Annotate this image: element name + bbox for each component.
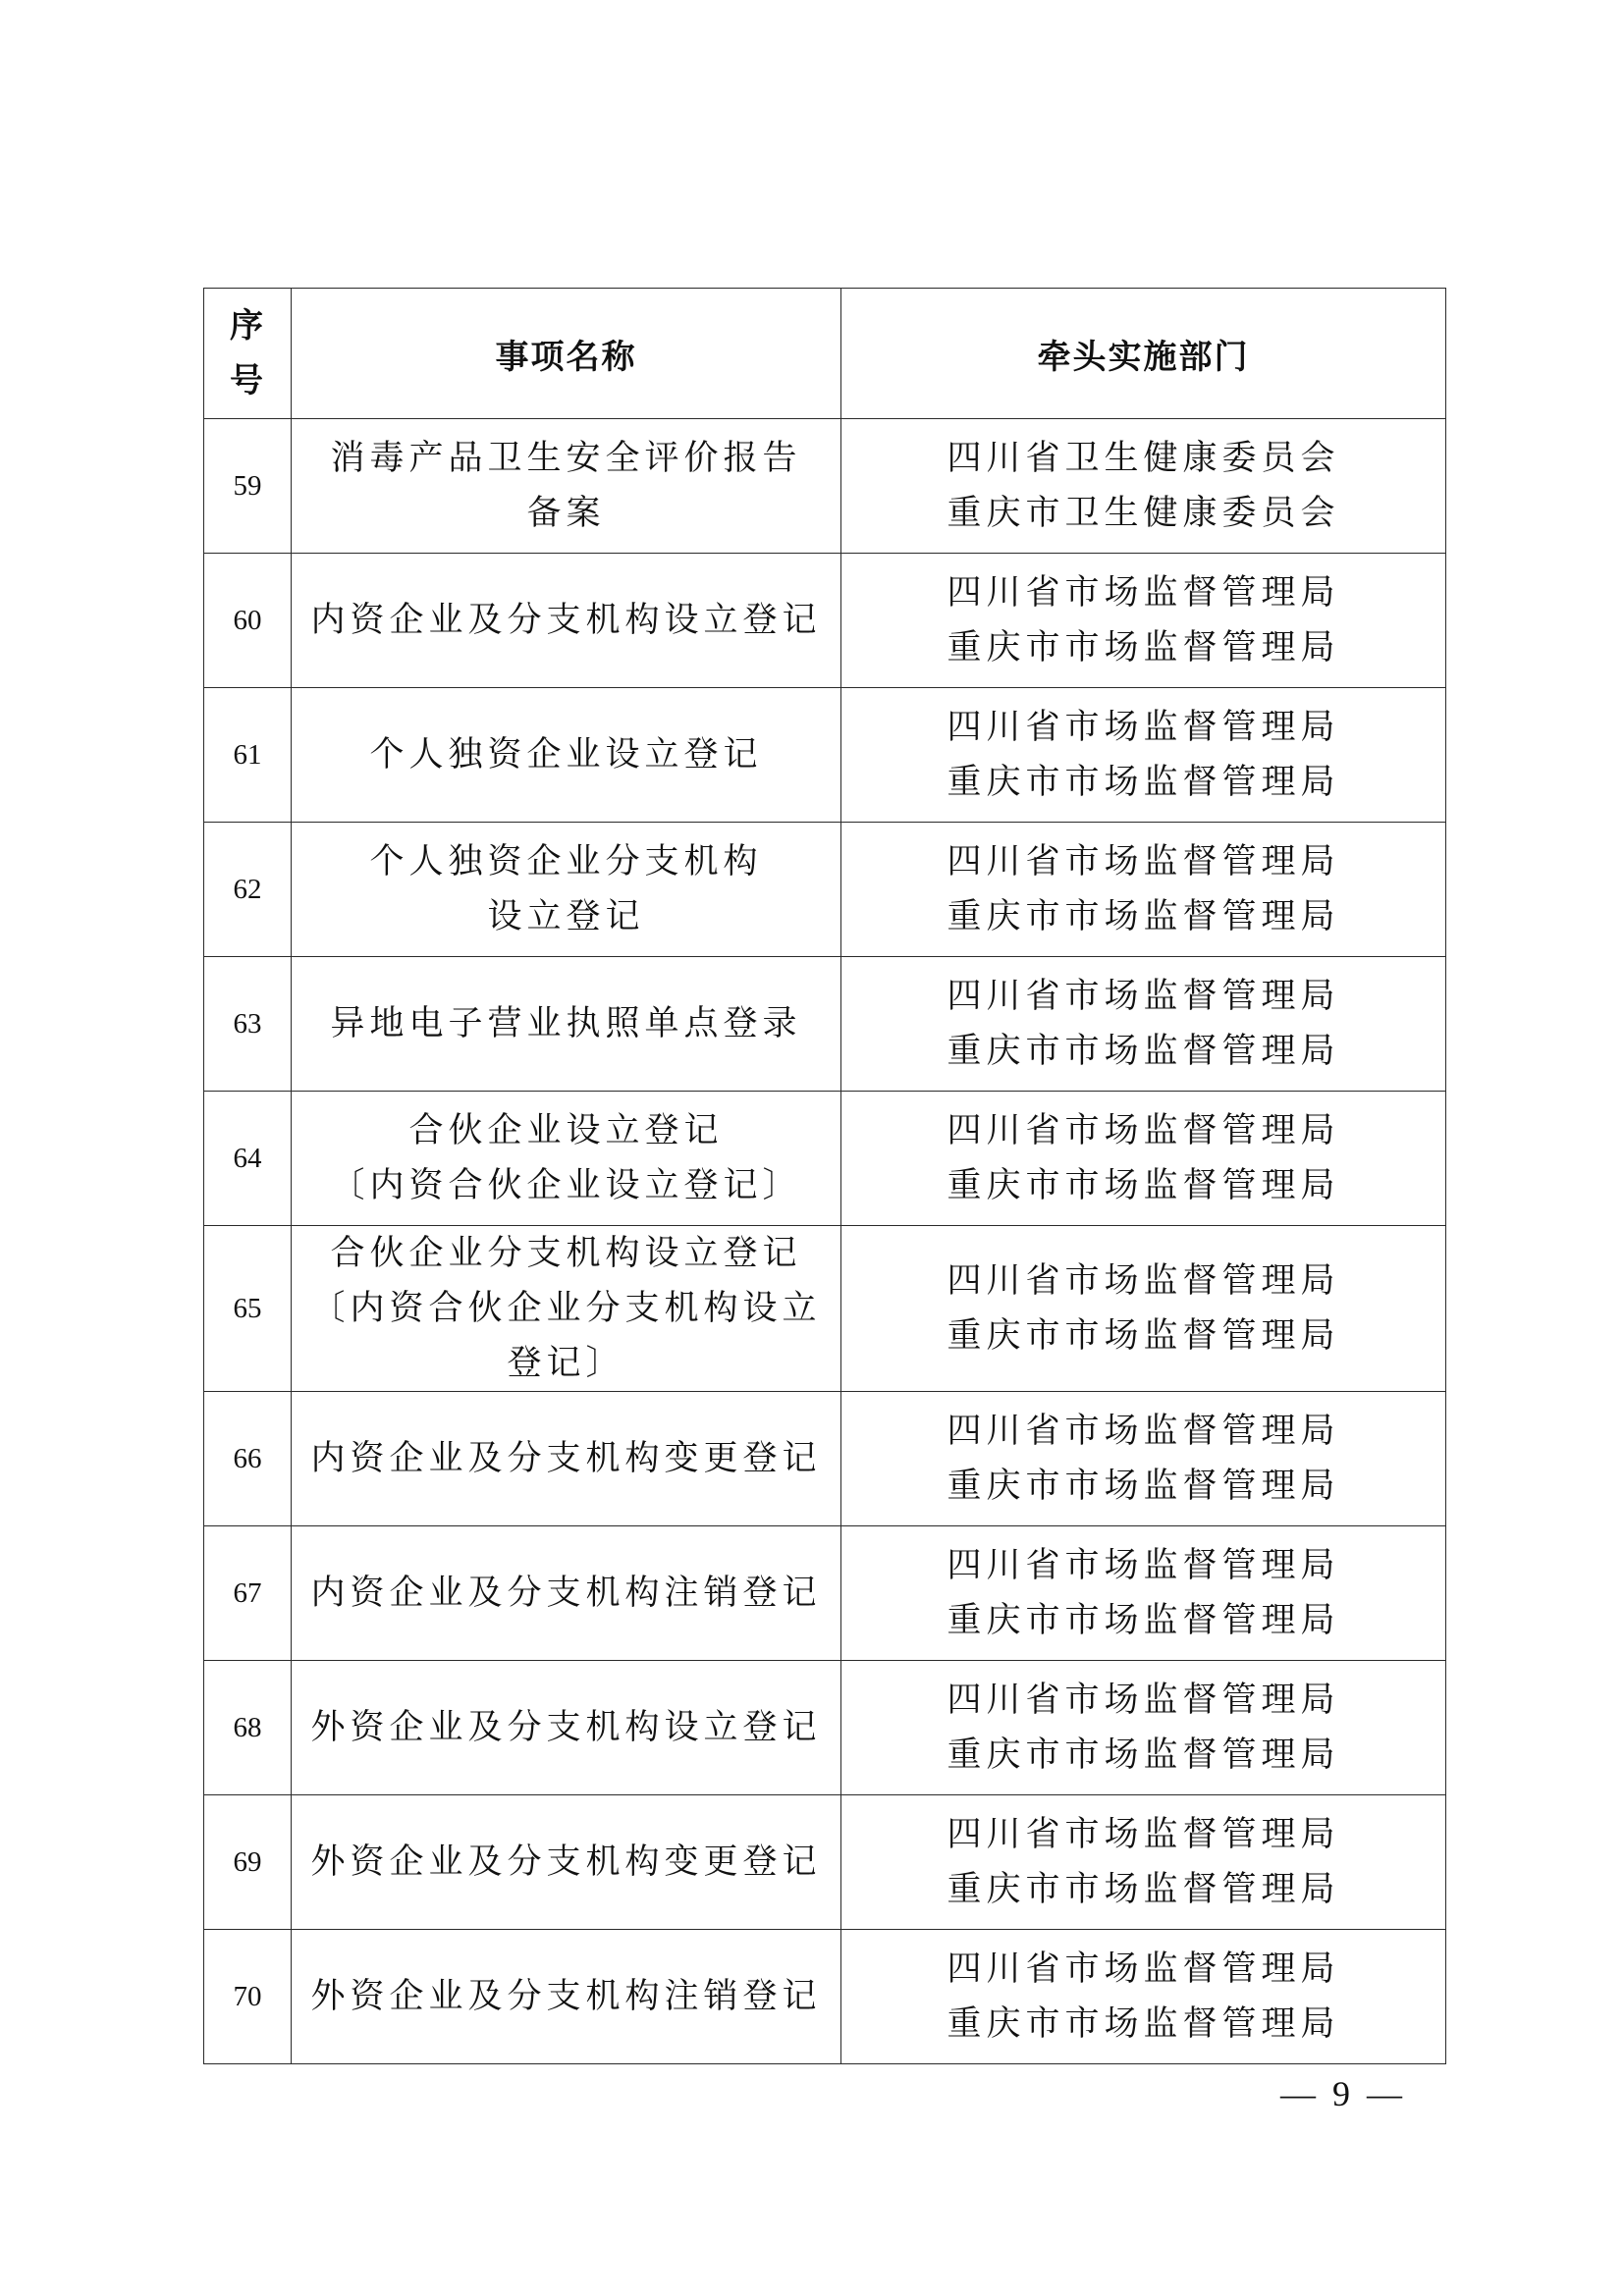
department-line: 四川省市场监督管理局 (947, 708, 1340, 747)
item-name-line: 〔内资合伙企业分支机构设立 (310, 1289, 822, 1328)
lead-department-cell (841, 688, 1446, 823)
table-row (204, 1661, 1446, 1795)
serial-number-cell: 69 (204, 1795, 292, 1930)
department-line: 重庆市市场监督管理局 (947, 897, 1340, 936)
department-line: 重庆市市场监督管理局 (947, 1735, 1340, 1775)
department-line: 四川省市场监督管理局 (947, 842, 1340, 881)
item-name-line: 合伙企业设立登记 (408, 1111, 724, 1150)
department-line: 四川省市场监督管理局 (947, 573, 1340, 613)
lead-department-cell (841, 957, 1446, 1092)
lead-department-cell (841, 823, 1446, 957)
table-row (204, 1526, 1446, 1661)
item-name-cell (292, 957, 841, 1092)
serial-number-cell: 59 (204, 419, 292, 554)
lead-department-cell (841, 554, 1446, 688)
lead-department-cell (841, 1526, 1446, 1661)
serial-number-cell: 64 (204, 1092, 292, 1226)
table-row (204, 823, 1446, 957)
table-row (204, 957, 1446, 1092)
department-line: 重庆市市场监督管理局 (947, 1316, 1340, 1356)
item-name-line: 外资企业及分支机构设立登记 (310, 1708, 822, 1747)
lead-department-cell (841, 1795, 1446, 1930)
department-line: 重庆市市场监督管理局 (947, 1870, 1340, 1909)
item-name-line: 备案 (526, 494, 606, 533)
item-name-line: 个人独资企业分支机构 (369, 842, 763, 881)
header-item-name: 事项名称 (292, 289, 841, 419)
department-line: 重庆市市场监督管理局 (947, 2004, 1340, 2044)
serial-number-cell: 66 (204, 1392, 292, 1526)
item-name-cell (292, 554, 841, 688)
department-line: 重庆市市场监督管理局 (947, 1467, 1340, 1506)
item-name-cell (292, 1661, 841, 1795)
table-row (204, 1795, 1446, 1930)
department-line: 四川省市场监督管理局 (947, 1815, 1340, 1854)
serial-number-cell: 63 (204, 957, 292, 1092)
serial-number-cell: 62 (204, 823, 292, 957)
item-name-line: 消毒产品卫生安全评价报告 (330, 439, 802, 478)
item-name-cell (292, 688, 841, 823)
items-table (203, 288, 1446, 2064)
header-serial-number (204, 289, 292, 419)
department-line: 重庆市市场监督管理局 (947, 763, 1340, 802)
item-name-cell (292, 1526, 841, 1661)
header-serial-number-char: 号 (230, 361, 265, 400)
lead-department-cell (841, 1392, 1446, 1526)
department-line: 四川省市场监督管理局 (947, 1681, 1340, 1720)
table-row (204, 419, 1446, 554)
department-line: 四川省卫生健康委员会 (947, 439, 1340, 478)
lead-department-cell (841, 1661, 1446, 1795)
item-name-line: 内资企业及分支机构设立登记 (310, 601, 822, 640)
lead-department-cell (841, 1226, 1446, 1392)
item-name-cell (292, 823, 841, 957)
department-line: 重庆市卫生健康委员会 (947, 494, 1340, 533)
lead-department-cell (841, 1930, 1446, 2064)
header-serial-number-char: 序 (230, 306, 265, 346)
table-row (204, 1092, 1446, 1226)
table-row (204, 1930, 1446, 2064)
department-line: 四川省市场监督管理局 (947, 1949, 1340, 1989)
table-header-row (204, 289, 1446, 419)
serial-number-cell: 65 (204, 1226, 292, 1392)
table-row (204, 1226, 1446, 1392)
serial-number-cell: 68 (204, 1661, 292, 1795)
department-line: 重庆市市场监督管理局 (947, 1601, 1340, 1640)
lead-department-cell (841, 419, 1446, 554)
item-name-cell (292, 1092, 841, 1226)
department-line: 重庆市市场监督管理局 (947, 628, 1340, 667)
item-name-line: 外资企业及分支机构注销登记 (310, 1977, 822, 2016)
item-name-line: 内资企业及分支机构注销登记 (310, 1574, 822, 1613)
department-line: 四川省市场监督管理局 (947, 977, 1340, 1016)
serial-number-cell: 70 (204, 1930, 292, 2064)
table-row (204, 688, 1446, 823)
serial-number-cell: 67 (204, 1526, 292, 1661)
item-name-line: 异地电子营业执照单点登录 (330, 1004, 802, 1043)
item-name-line: 个人独资企业设立登记 (369, 735, 763, 774)
department-line: 重庆市市场监督管理局 (947, 1032, 1340, 1071)
item-name-line: 合伙企业分支机构设立登记 (330, 1234, 802, 1273)
header-lead-department: 牵头实施部门 (841, 289, 1446, 419)
department-line: 四川省市场监督管理局 (947, 1412, 1340, 1451)
table-row (204, 554, 1446, 688)
serial-number-cell: 60 (204, 554, 292, 688)
page-number: — 9 — (1280, 2074, 1406, 2113)
department-line: 四川省市场监督管理局 (947, 1261, 1340, 1301)
item-name-cell (292, 1392, 841, 1526)
lead-department-cell (841, 1092, 1446, 1226)
item-name-line: 登记〕 (507, 1344, 625, 1383)
item-name-line: 设立登记 (487, 897, 645, 936)
item-name-line: 内资企业及分支机构变更登记 (310, 1439, 822, 1478)
item-name-cell (292, 1226, 841, 1392)
item-name-line: 外资企业及分支机构变更登记 (310, 1842, 822, 1882)
item-name-line: 〔内资合伙企业设立登记〕 (330, 1166, 802, 1205)
item-name-cell (292, 1795, 841, 1930)
department-line: 四川省市场监督管理局 (947, 1546, 1340, 1585)
item-name-cell (292, 419, 841, 554)
department-line: 重庆市市场监督管理局 (947, 1166, 1340, 1205)
table-row (204, 1392, 1446, 1526)
department-line: 四川省市场监督管理局 (947, 1111, 1340, 1150)
item-name-cell (292, 1930, 841, 2064)
serial-number-cell: 61 (204, 688, 292, 823)
